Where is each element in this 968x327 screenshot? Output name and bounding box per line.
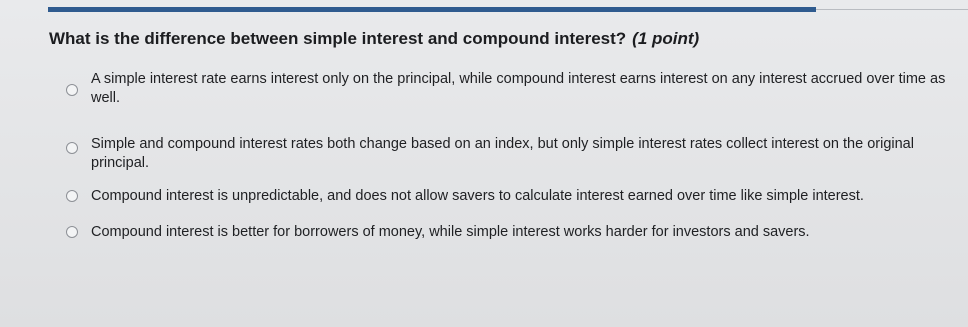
radio-button-icon[interactable] bbox=[66, 142, 78, 154]
question-points: (1 point) bbox=[632, 29, 700, 48]
radio-button-icon[interactable] bbox=[66, 226, 78, 238]
question-text: What is the difference between simple interest and compound interest? bbox=[49, 29, 627, 48]
question-prompt bbox=[49, 28, 699, 50]
answer-option-label[interactable]: Compound interest is better for borrowers of money, while simple interest works harder for investors and savers. bbox=[91, 224, 810, 240]
answer-option-label[interactable]: Compound interest is unpredictable, and does not allow savers to calculate interest earned over time like simple interest. bbox=[91, 188, 864, 204]
top-accent-bar bbox=[48, 7, 816, 12]
radio-button-icon[interactable] bbox=[66, 190, 78, 202]
top-divider bbox=[816, 9, 968, 10]
radio-button-icon[interactable] bbox=[66, 84, 78, 96]
top-progress-bar bbox=[0, 0, 968, 16]
answer-option-label[interactable]: A simple interest rate earns interest only on the principal, while compound interest earns interest on any interest accrued over time as well. bbox=[91, 71, 946, 106]
answer-option-label[interactable]: Simple and compound interest rates both change based on an index, but only simple interest rates collect interest on the original principal. bbox=[91, 136, 914, 171]
